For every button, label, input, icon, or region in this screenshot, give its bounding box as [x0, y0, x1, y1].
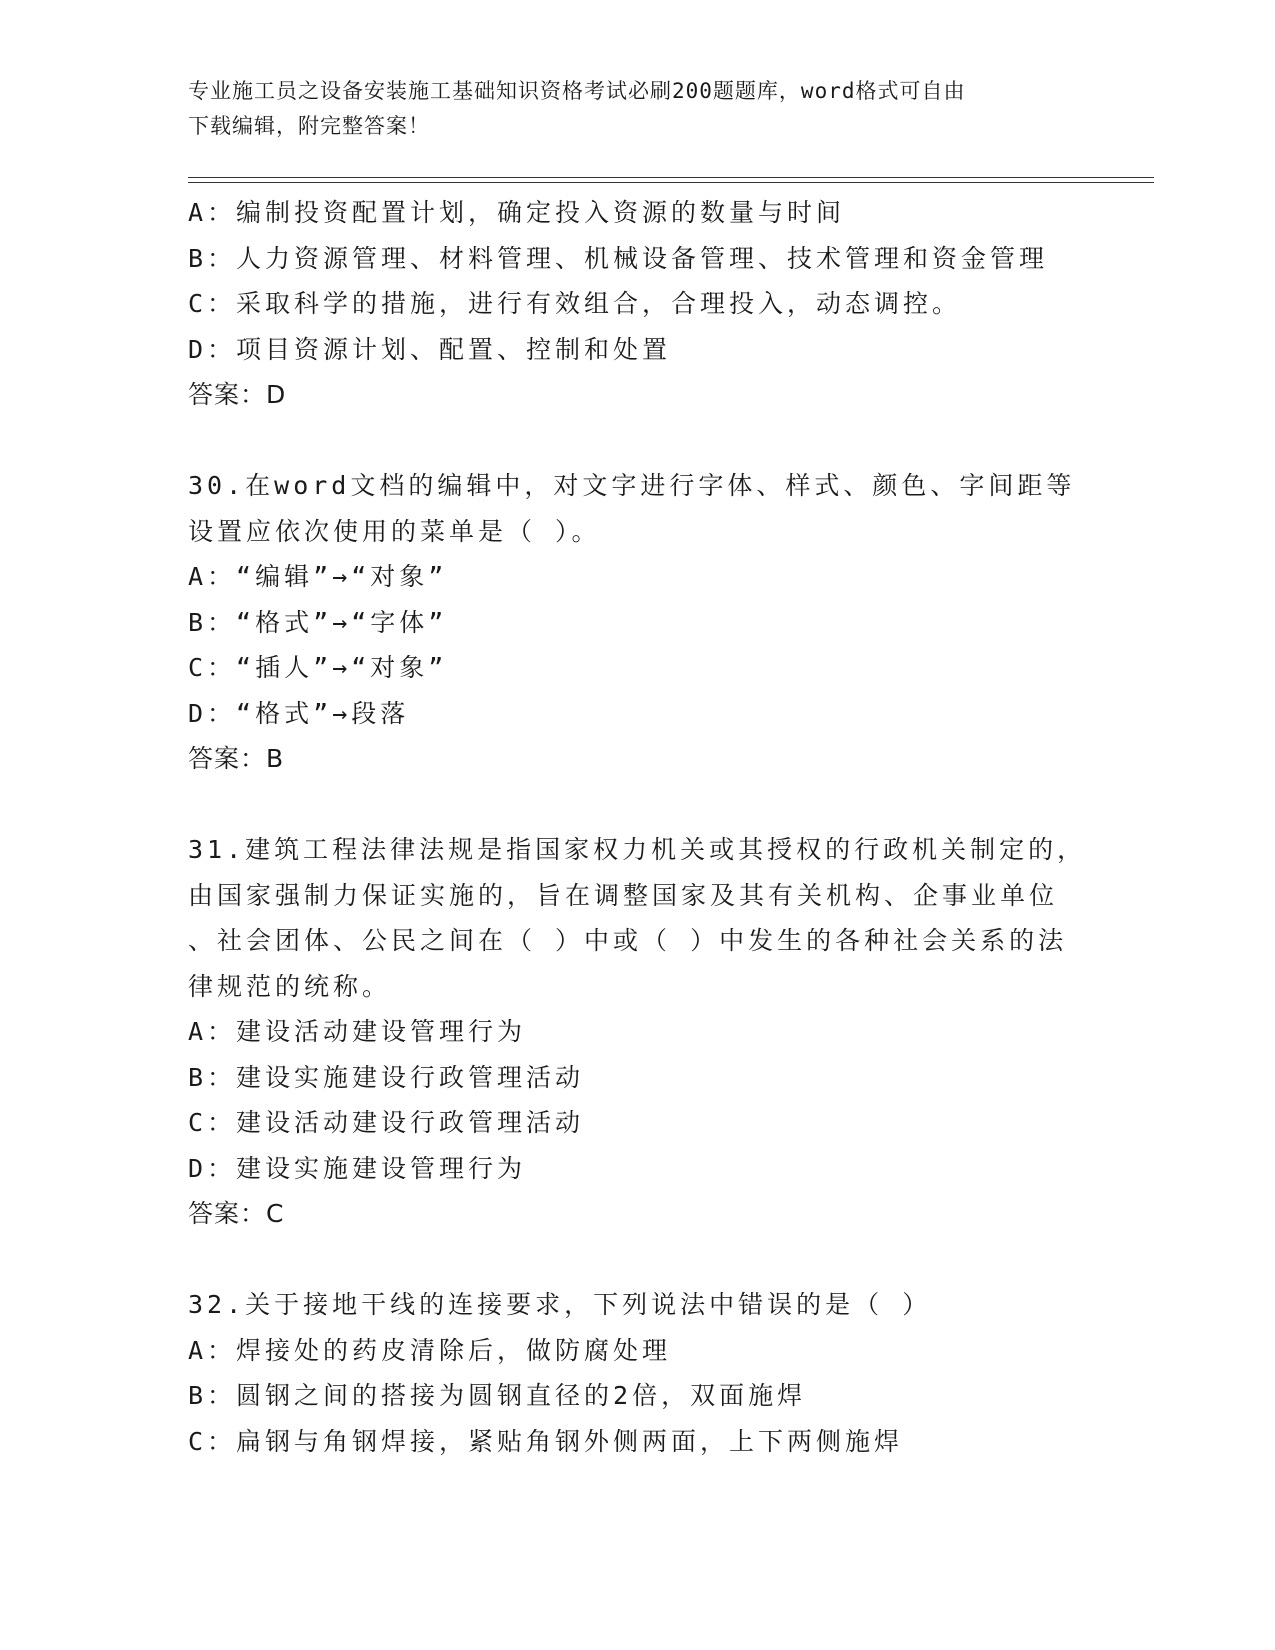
question-stem-line: 律规范的统称。 — [188, 971, 392, 1001]
question-content — [188, 190, 1088, 1464]
header-divider-bottom — [188, 182, 1154, 183]
question-stem-line: 32.关于接地干线的连接要求，下列说法中错误的是（ ） — [188, 1290, 932, 1319]
document-header — [188, 74, 1068, 144]
option-c: C：采取科学的措施，进行有效组合，合理投入，动态调控。 — [188, 289, 962, 318]
answer: 答案：D — [188, 380, 287, 409]
option-a: A：建设活动建设管理行为 — [188, 1017, 527, 1046]
option-a: A：“编辑”→“对象” — [188, 562, 448, 591]
question-31 — [188, 827, 1088, 1237]
option-b: B：人力资源管理、材料管理、机械设备管理、技术管理和资金管理 — [188, 243, 1049, 273]
question-30 — [188, 463, 1088, 782]
question-stem-line: 31.建筑工程法律法规是指国家权力机关或其授权的行政机关制定的， — [188, 835, 1087, 864]
option-b: B：“格式”→“字体” — [188, 607, 448, 637]
header-line-2: 下载编辑，附完整答案！ — [188, 114, 430, 138]
question-29 — [188, 190, 1088, 418]
option-c: C：扁钢与角钢焊接，紧贴角钢外侧两面，上下两侧施焊 — [188, 1426, 904, 1456]
answer: 答案：B — [188, 744, 285, 773]
option-a: A：编制投资配置计划，确定投入资源的数量与时间 — [188, 198, 846, 227]
option-d: D：“格式”→段落 — [188, 698, 410, 728]
option-b: B：圆钢之间的搭接为圆钢直径的2倍，双面施焊 — [188, 1381, 807, 1410]
spacer — [188, 782, 1088, 828]
question-stem-line: 30.在word文档的编辑中，对文字进行字体、样式、颜色、字间距等 — [188, 471, 1076, 500]
header-divider-top — [188, 177, 1154, 178]
spacer — [188, 418, 1088, 464]
option-c: C：“插人”→“对象” — [188, 653, 448, 682]
question-stem-line: 设置应依次使用的菜单是（ ）。 — [188, 516, 601, 546]
option-a: A：焊接处的药皮清除后，做防腐处理 — [188, 1335, 672, 1365]
question-32 — [188, 1282, 1088, 1464]
answer: 答案：C — [188, 1199, 285, 1228]
spacer — [188, 1237, 1088, 1283]
question-stem-line: 由国家强制力保证实施的，旨在调整国家及其有关机构、企事业单位 — [188, 880, 1059, 910]
option-b: B：建设实施建设行政管理活动 — [188, 1062, 585, 1092]
question-stem-line: 、社会团体、公民之间在（ ）中或（ ）中发生的各种社会关系的法 — [188, 926, 1068, 955]
header-line-1: 专业施工员之设备安装施工基础知识资格考试必刷200题题库，word格式可自由 — [188, 79, 966, 103]
option-d: D：项目资源计划、配置、控制和处置 — [188, 334, 672, 364]
option-d: D：建设实施建设管理行为 — [188, 1153, 527, 1183]
option-c: C：建设活动建设行政管理活动 — [188, 1108, 585, 1137]
